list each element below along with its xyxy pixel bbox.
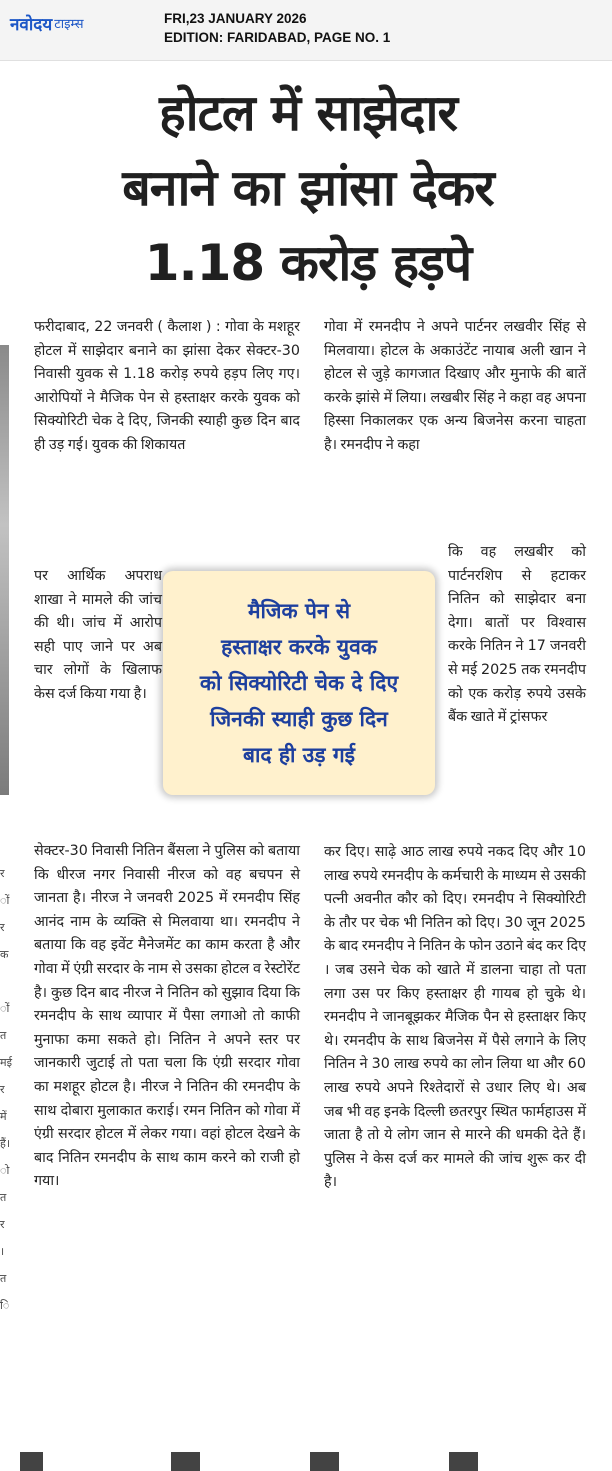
pull-quote-box	[163, 571, 435, 795]
date-line: FRI,23 JANUARY 2026	[164, 11, 307, 26]
article-paragraph: कर दिए। साढ़े आठ लाख रुपये नकद दिए और 10 लाख रुपये रमनदीप के कर्मचारी के माध्यम से उसकी पत्नी अवनीत कौर को दिए। रमनदीप ने सिक्योरिटी के तौर पर चेक भी नितिन को दिए। 30 जून 2025 के बाद रमनदीप ने नितिन के फोन उठाने बंद कर दिए । जब उसने चेक को खाते में डालना चाहा तो पता लगा उस पर किए हस्ताक्षर ही गायब हो चुके थे। रमनदीप ने जानबूझकर मैजिक पैन से हस्ताक्षर किए थे। रमनदीप के साथ बिजनेस में पैसे लगाने के लिए नितिन ने 30 लाख रुपये का लोन लिया था और 60 लाख रुपये अपने रिश्तेदारों से उधार लिए थे। अब जब भी वह इनके दिल्ली छतरपुर स्थित फार्महाउस में जाता है तो ये लोग जान से मारने की धमकी देते हैं। पुलिस ने केस दर्ज कर मामले की जांच शुरू कर दी है।	[324, 844, 586, 1191]
article-paragraph: कि वह लखबीर को पार्टनरशिप से हटाकर नितिन को साझेदार बना देगा। बातों पर विश्वास करके नितिन ने 17 जनवरी से मई 2025 तक रमनदीप को एक करोड़ रुपये उसके बैंक खाते में ट्रांसफर	[448, 544, 586, 726]
headline-line-2: बनाने का झांसा देकर	[122, 159, 494, 217]
logo-main-text: नवोदय	[10, 14, 53, 35]
headline-line-3: 1.18 करोड़ हड़पे	[144, 234, 472, 292]
article-left-column-bottom	[34, 840, 300, 1194]
article-left-column-wrap	[34, 565, 162, 707]
article-right-column-top	[324, 316, 586, 458]
article-paragraph: गोवा में रमनदीप ने अपने पार्टनर लखवीर सिंह से मिलवाया। होटल के अकाउंटेंट नायाब अली खान ने होटल से जुड़े कागजात दिखाए और मुनाफे की बातें करके झांसे में लिया। लखबीर सिंह ने कहा वह अपना हिस्सा निकालकर एक अन्य बिजनेस करना चाहता है। रमनदीप ने कहा	[324, 319, 586, 453]
headline-line-1: होटल में साझेदार	[159, 84, 457, 142]
logo-sub-text: टाइम्स	[54, 17, 84, 32]
newspaper-logo	[10, 10, 138, 36]
pull-quote-text: मैजिक पेन से हस्ताक्षर करके युवक को सिक्योरिटी चेक दे दिए जिनकी स्याही कुछ दिन बाद ही उड़ गई	[199, 599, 399, 767]
article-right-column-wrap	[448, 541, 586, 730]
article-left-column-top	[34, 316, 300, 458]
headline	[14, 76, 602, 301]
article-right-column-bottom	[324, 841, 586, 1195]
masthead-bar	[0, 0, 612, 61]
article-paragraph: पर आर्थिक अपराध शाखा ने मामले की जांच की थी। जांच में आरोप सही पाए जाने पर अब चार लोगों के खिलाफ केस दर्ज किया गया है।	[34, 568, 162, 702]
adjacent-column-fragment: र ों र क ों त मई र में हैं। ो त र । त ि	[0, 867, 12, 1312]
article-paragraph: सेक्टर-30 निवासी नितिन बैंसला ने पुलिस को बताया कि धीरज नगर निवासी नीरज को वह बचपन से जानता है। नीरज ने जनवरी 2025 में रमनदीप सिंह आनंद नाम के व्यक्ति से मिलवाया था। रमनदीप ने बताया कि वह इवेंट मैनेजमेंट का काम करता है और गोवा में एंग्री सरदार के नाम से उसका होटल व रेस्टोरेंट है। कुछ दिन बाद नीरज ने नितिन को सुझाव दिया कि रमनदीप के साथ व्यापार में पैसा लगाओ तो काफी मुनाफा कमा सकते हो। नितिन ने अपने स्तर पर जानकारी जुटाई तो पता चला कि एंग्री सरदार गोवा का मशहूर होटल है। नीरज ने नितिन की रमनदीप के साथ दोबारा मुलाकात कराई। रमन नितिन को गोवा में एंग्री सरदार होटल में लेकर गया। वहां होटल देखने के बाद नितिन रमनदीप के साथ काम करने को राजी हो गया।	[34, 843, 300, 1190]
edition-info	[164, 9, 390, 47]
edition-line: EDITION: FARIDABAD, PAGE NO. 1	[164, 30, 391, 45]
article-paragraph: फरीदाबाद, 22 जनवरी ( कैलाश ) : गोवा के मशहूर होटल में साझेदार बनाने का झांसा देकर सेक्टर-30 निवासी युवक से 1.18 करोड़ रुपये हड़प लिए गए। आरोपियों ने मैजिक पेन से हस्ताक्षर करके युवक को सिक्योरिटी चेक दे दिए, जिनकी स्याही कुछ दिन बाद ही उड़ गई। युवक की शिकायत	[34, 319, 300, 453]
adjacent-photo-edge	[0, 345, 9, 795]
next-headline-cut	[20, 1452, 600, 1471]
